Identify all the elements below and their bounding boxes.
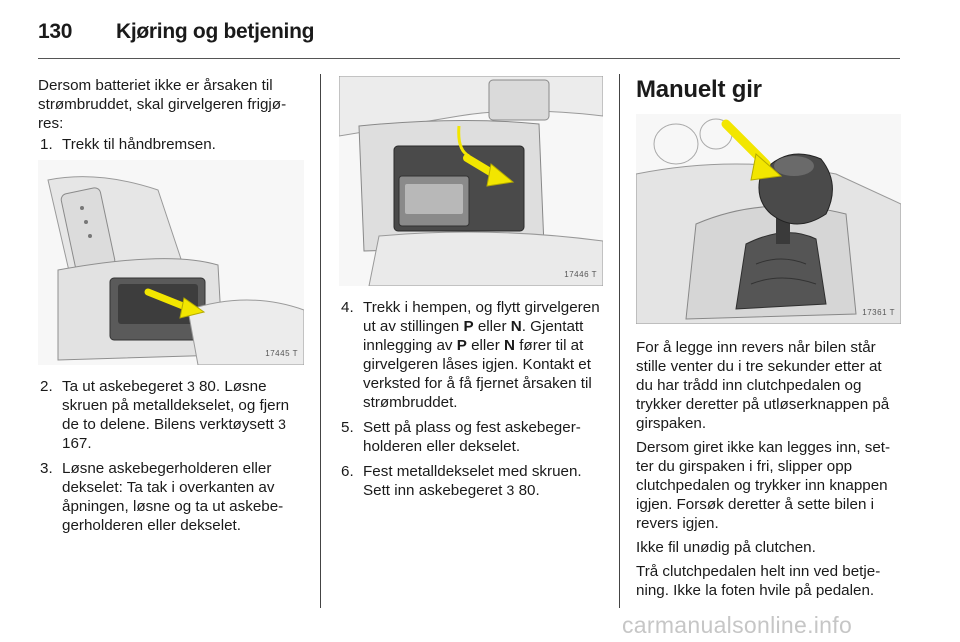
header-rule	[38, 58, 900, 59]
step-text: Ta ut askebegeret	[62, 378, 187, 395]
figure-ashtray-removal	[38, 160, 304, 365]
step-text: Fest metalldekselet med skruen. Sett inn askebegeret	[363, 463, 582, 499]
step-number: 1.	[40, 136, 53, 153]
step-text: Trekk i hempen, og flytt girvelgeren ut av stillingen	[363, 299, 600, 335]
step-number: 2.	[40, 378, 53, 395]
column-divider-right	[619, 74, 620, 608]
step-text: eller	[466, 337, 505, 354]
page-header	[38, 18, 900, 58]
step-text: 80. Løsne skruen på metalldekselet, og fjern de to delene. Bilens verktøysett	[62, 378, 290, 433]
step-text: . Gjentatt innlegging av	[363, 318, 584, 354]
paragraph: Trå clutchpedalen helt inn ved betjening. Ikke la foten hvile på pedalen.	[636, 563, 881, 599]
step-text: fører til at girvelgeren låses igjen. Kontakt et verksted for å få fjernet årsaken til strømbruddet.	[363, 337, 592, 411]
page-reference-icon: 3	[186, 378, 195, 394]
paragraph: Ikke fil unødig på clutchen.	[636, 539, 816, 556]
step-text: Sett på plass og fest askebegerholderen eller dekselet.	[363, 419, 581, 455]
page-number: 130	[38, 20, 73, 43]
selector-position-p: P	[456, 337, 467, 354]
step-5	[341, 418, 603, 456]
figure-code: 17445 T	[265, 349, 298, 358]
step-list-3	[339, 298, 603, 500]
step-text: 167.	[62, 435, 92, 452]
figure-code: 17446 T	[564, 270, 597, 279]
figure-gear-lever	[636, 114, 901, 324]
column-3	[636, 76, 901, 600]
section-heading: Manuelt gir	[636, 76, 762, 103]
figure-code: 17361 T	[862, 308, 895, 317]
intro-paragraph: Dersom batteriet ikke er årsaken til strømbruddet, skal girvelgeren frigjøres:	[38, 77, 287, 132]
step-list-2	[38, 377, 304, 535]
watermark: carmanualsonline.info	[622, 612, 853, 638]
figure-release-lever	[339, 76, 603, 286]
page-reference-icon: 3	[278, 416, 286, 432]
step-2	[40, 377, 304, 453]
column-2	[339, 76, 603, 506]
column-divider-left	[320, 74, 321, 608]
step-list-1	[38, 135, 304, 154]
illustration-release-lever	[339, 76, 603, 286]
step-number: 4.	[341, 299, 354, 316]
selector-position-n: N	[510, 318, 522, 335]
step-number: 5.	[341, 419, 354, 436]
step-text: Trekk til håndbremsen.	[62, 136, 216, 153]
paragraph: Dersom giret ikke kan legges inn, setter du girspaken i fri, slipper opp clutchpedalen og trykker inn knappen igjen. Forsøk deretter å sette bilen i revers igjen.	[636, 439, 891, 532]
step-text: Løsne askebegerholderen eller dekselet: Ta tak i overkanten av åpningen, løsne og ta ut askebegerholderen eller dekselet.	[62, 460, 284, 534]
chapter-title: Kjøring og betjening	[116, 20, 315, 43]
step-6	[341, 462, 603, 500]
step-text: 80.	[514, 482, 540, 499]
paragraph: For å legge inn revers når bilen står stille venter du i tre sekunder etter at du har trådd inn clutchpedalen og trykker deretter på utløserknappen på girspaken.	[636, 339, 890, 432]
step-4	[341, 298, 603, 412]
step-number: 6.	[341, 463, 354, 480]
illustration-ashtray	[38, 160, 304, 365]
column-1	[38, 76, 304, 541]
step-text: eller	[473, 318, 511, 335]
step-1	[40, 135, 304, 154]
selector-position-n: N	[504, 337, 515, 354]
selector-position-p: P	[463, 318, 474, 335]
step-3	[40, 459, 304, 535]
illustration-gear-lever	[636, 114, 901, 324]
step-number: 3.	[40, 460, 53, 477]
page-reference-icon: 3	[506, 482, 515, 498]
